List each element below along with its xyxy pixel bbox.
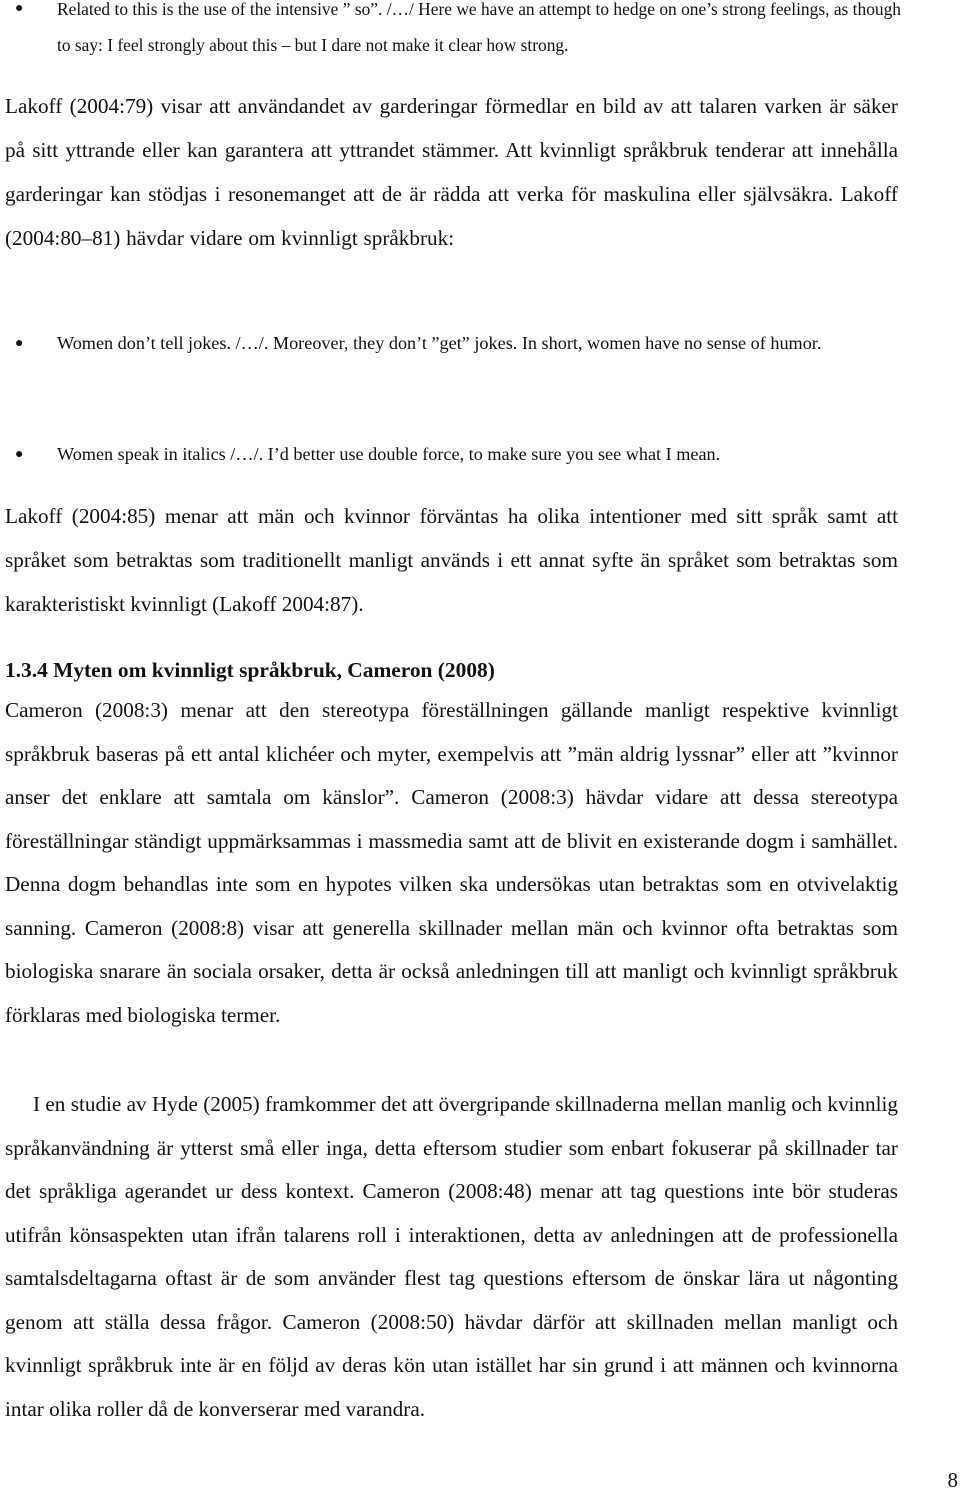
quote-bullet-jokes — [15, 326, 901, 361]
page-number: 8 — [947, 1468, 958, 1492]
quote-text: Women don’t tell jokes. /…/. Moreover, they don’t ”get” jokes. In short, women have no sense of humor. — [57, 333, 822, 353]
quote-bullet-intensive-so — [15, 0, 901, 63]
paragraph-hyde-2005 — [5, 1083, 898, 1431]
quote-text: Women speak in italics /…/. I’d better use double force, to make sure you see what I mean. — [57, 444, 721, 464]
bullet-icon: ● — [15, 336, 24, 351]
paragraph-hyde-text: I en studie av Hyde (2005) framkommer det att övergripande skillnaderna mellan manlig och kvinnlig språkanvändning är ytterst små eller inga, detta eftersom studier som enbart fokuserar på skillnader tar det språkliga agerandet ur dess kontext. Cameron (2008:48) menar att tag questions inte bör studeras utifrån könsaspekten utan ifrån talarens roll i interaktionen, detta av anledningen att de professionella samtalsdeltagarna oftast är de som använder flest tag questions eftersom de önskar lära ut någonting genom att ställa dessa frågor. Cameron (2008:50) hävdar därför att skillnaden mellan manligt och kvinnligt språkbruk inte är en följd av deras kön utan istället har sin grund i att männen och kvinnorna intar olika roller då de konverserar med varandra. — [5, 1092, 898, 1421]
paragraph-lakoff-2004-85: Lakoff (2004:85) menar att män och kvinnor förväntas ha olika intentioner med sitt språk samt att språket som betraktas som traditionellt manligt används i ett annat syfte än språket som betraktas som karakteristiskt kvinnligt (Lakoff 2004:87). — [5, 504, 898, 616]
quote-bullet-italics — [15, 437, 901, 472]
bullet-icon: ● — [15, 447, 24, 462]
paragraph-cameron-2008: Cameron (2008:3) menar att den stereotypa föreställningen gällande manligt respektive kvinnligt språkbruk baseras på ett antal klichéer och myter, exempelvis att ”män aldrig lyssnar” eller att ”kvinnor anser det enklare att samtala om känslor”. Cameron (2008:3) hävdar vidare att dessa stereotypa föreställningar ständigt uppmärksammas i massmedia samt att de blivit en existerande dogm i samhället. Denna dogm behandlas inte som en hypotes vilken ska undersökas utan betraktas som en otvivelaktig sanning. Cameron (2008:8) visar att generella skillnader mellan män och kvinnor ofta betraktas som biologiska snarare än sociala orsaker, detta är också anledningen till att manligt och kvinnligt språkbruk förklaras med biologiska termer. — [5, 698, 898, 1027]
section-heading: 1.3.4 Myten om kvinnligt språkbruk, Cameron (2008) — [5, 658, 495, 682]
paragraph-lakoff-2004-79: Lakoff (2004:79) visar att användandet av garderingar förmedlar en bild av att talaren varken är säker på sitt yttrande eller kan garantera att yttrandet stämmer. Att kvinnligt språkbruk tenderar att innehålla garderingar kan stödjas i resonemanget att de är rädda att verka för maskulina eller självsäkra. Lakoff (2004:80–81) hävdar vidare om kvinnligt språkbruk: — [5, 94, 898, 250]
quote-text: Related to this is the use of the intensive ” so”. /…/ Here we have an attempt to hedge on one’s strong feelings, as though to say: I feel strongly about this – but I dare not make it clear how strong. — [57, 0, 901, 55]
bullet-icon: ● — [15, 1, 24, 16]
